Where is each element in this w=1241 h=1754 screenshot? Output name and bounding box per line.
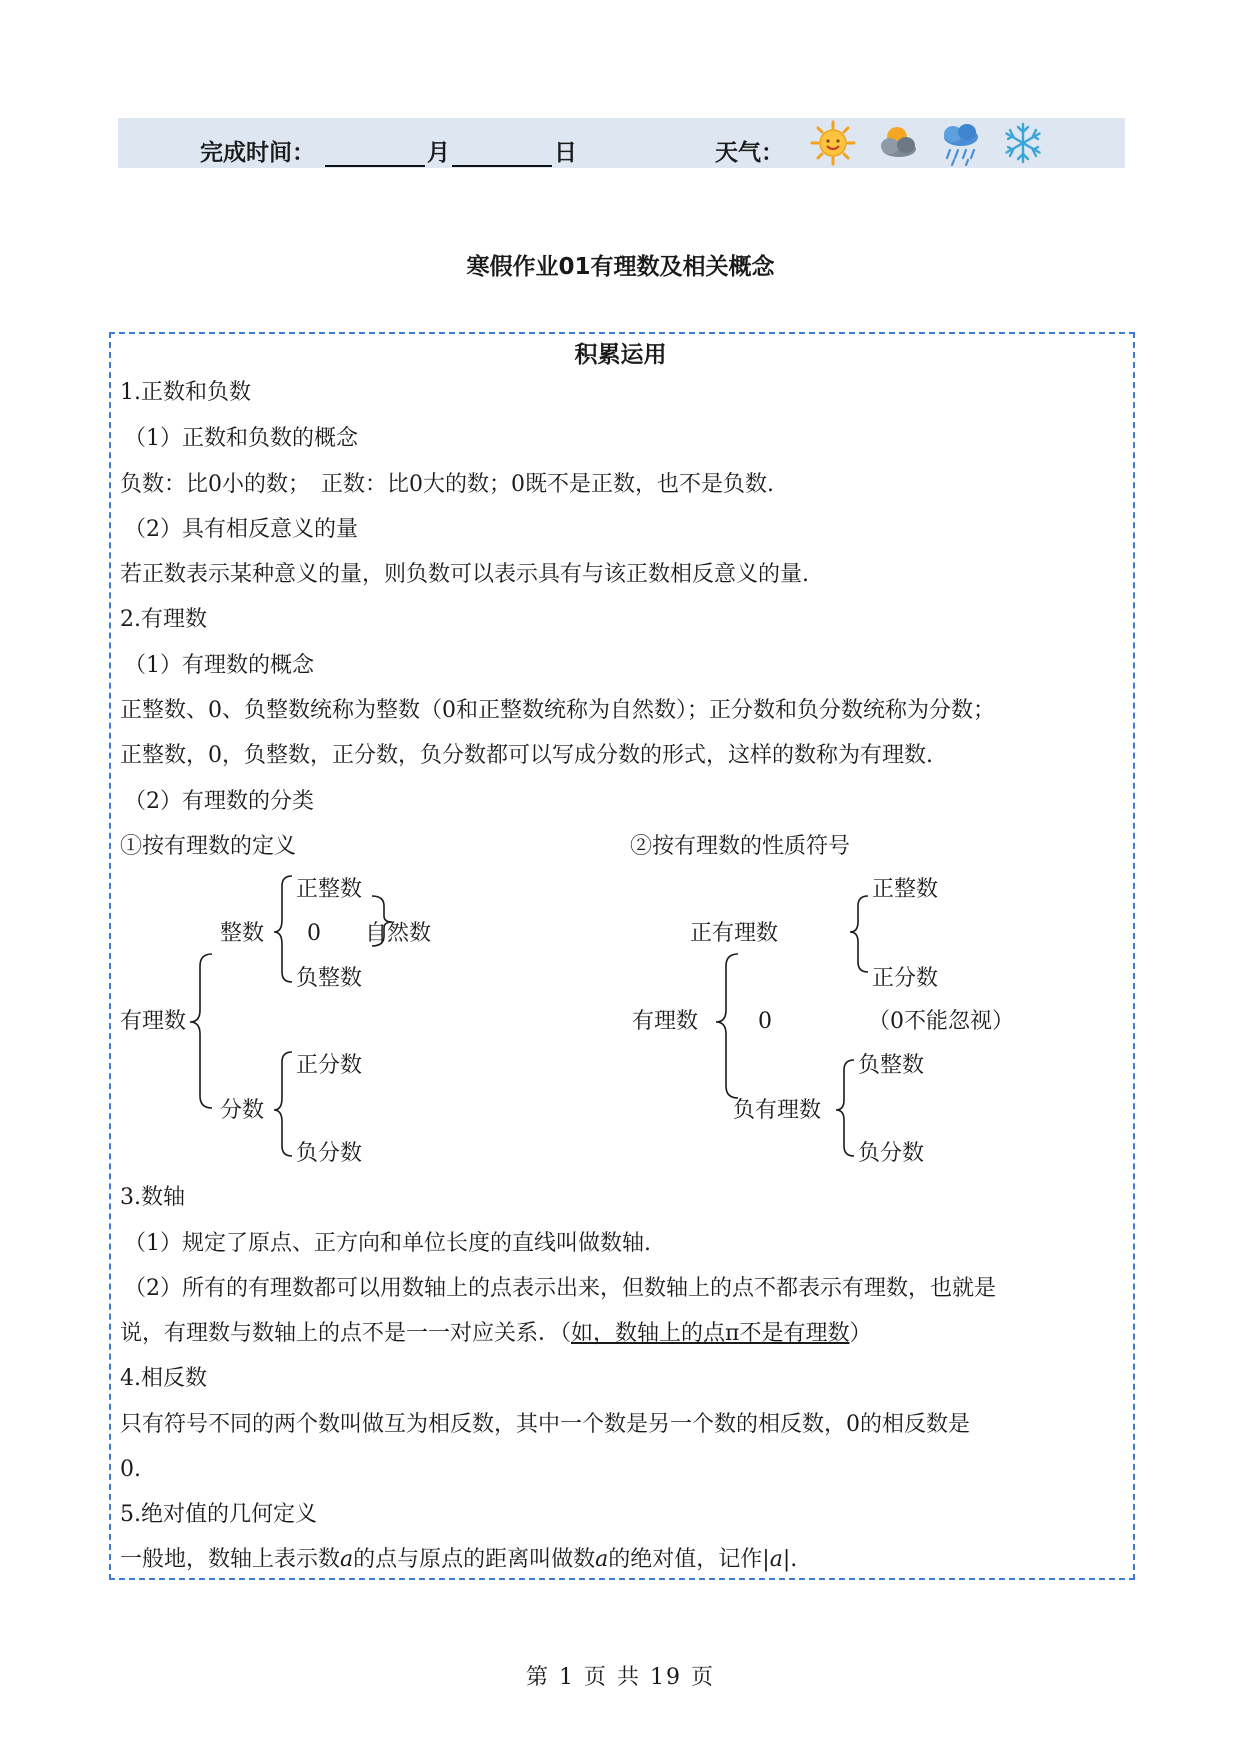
- s3-2-line1: （2）所有的有理数都可以用数轴上的点表示出来，但数轴上的点不都表示有理数，也就是: [124, 1276, 997, 1301]
- right-negative-fraction: 负分数: [858, 1141, 925, 1166]
- s1-2-heading: （2）具有相反意义的量: [124, 517, 358, 542]
- right-positive-fraction: 正分数: [872, 966, 939, 991]
- s5-mid: 的点与原点的距离叫做数: [353, 1547, 596, 1572]
- s2-2-heading: （2）有理数的分类: [124, 789, 314, 814]
- box-title: 积累运用: [574, 342, 667, 368]
- s2-1-body-line1: 正整数、0、负整数统称为整数（0和正整数统称为自然数）；正分数和负分数统称为分数；: [120, 698, 995, 723]
- left-integers: 整数: [220, 921, 265, 946]
- left-negative-integer: 负整数: [296, 966, 363, 991]
- right-zero: 0: [758, 1009, 772, 1034]
- left-natural-numbers: 自然数: [365, 921, 432, 946]
- day-label: 日: [554, 140, 577, 166]
- s2-heading: 2.有理数: [120, 607, 207, 632]
- s5-heading: 5.绝对值的几何定义: [120, 1502, 317, 1527]
- s5-end: |.: [782, 1547, 798, 1572]
- left-negative-fraction: 负分数: [296, 1141, 363, 1166]
- s3-2-example: 如，数轴上的点π不是有理数: [571, 1321, 850, 1346]
- day-blank[interactable]: [452, 165, 552, 167]
- classification-right-caption: ②按有理数的性质符号: [630, 834, 851, 859]
- right-root: 有理数: [632, 1009, 699, 1034]
- s1-1-body: 负数：比0小的数； 正数：比0大的数；0既不是正数，也不是负数.: [120, 472, 774, 497]
- right-positive-rational: 正有理数: [690, 921, 779, 946]
- month-label: 月: [427, 140, 450, 166]
- s1-1-heading: （1）正数和负数的概念: [124, 426, 358, 451]
- left-positive-integer: 正整数: [296, 877, 363, 902]
- right-negative-integer: 负整数: [858, 1053, 925, 1078]
- s1-2-body: 若正数表示某种意义的量，则负数可以表示具有与该正数相反意义的量.: [120, 562, 809, 587]
- sun-icon[interactable]: [810, 120, 856, 166]
- s5-var-a3: a: [769, 1547, 783, 1572]
- s5-body: [120, 1545, 797, 1575]
- partly-cloudy-icon[interactable]: [875, 120, 921, 166]
- s4-line2: 0.: [120, 1457, 141, 1482]
- s3-2-text: 说，有理数与数轴上的点不是一一对应关系．（: [120, 1321, 572, 1346]
- left-fractions: 分数: [220, 1098, 265, 1123]
- left-positive-fraction: 正分数: [296, 1053, 363, 1078]
- completion-time-label: 完成时间：: [200, 140, 315, 166]
- s3-2-line2: [120, 1319, 872, 1349]
- s3-1: （1）规定了原点、正方向和单位长度的直线叫做数轴.: [124, 1231, 651, 1256]
- right-zero-note: （0不能忽视）: [868, 1009, 1014, 1034]
- right-positive-integer: 正整数: [872, 877, 939, 902]
- classification-left-caption: ①按有理数的定义: [120, 834, 297, 859]
- month-blank[interactable]: [325, 165, 425, 167]
- s3-heading: 3.数轴: [120, 1185, 185, 1210]
- right-negative-rational: 负有理数: [733, 1098, 822, 1123]
- left-zero: 0: [307, 921, 321, 946]
- left-root: 有理数: [120, 1009, 187, 1034]
- weather-label: 天气：: [715, 140, 784, 166]
- s5-post: 的绝对值，记作|: [608, 1547, 770, 1572]
- s2-1-body-line2: 正整数，0，负整数，正分数，负分数都可以写成分数的形式，这样的数称为有理数.: [120, 743, 933, 768]
- snowflake-icon[interactable]: [1000, 120, 1046, 166]
- s3-2-close: ）: [849, 1321, 872, 1346]
- s5-var-a1: a: [340, 1547, 354, 1572]
- s4-heading: 4.相反数: [120, 1366, 207, 1391]
- s2-1-heading: （1）有理数的概念: [124, 653, 314, 678]
- page-footer: 第 1 页 共 19 页: [526, 1665, 715, 1690]
- s5-var-a2: a: [595, 1547, 609, 1572]
- s4-line1: 只有符号不同的两个数叫做互为相反数，其中一个数是另一个数的相反数，0的相反数是: [120, 1412, 970, 1437]
- rain-icon[interactable]: [938, 120, 984, 166]
- s5-pre: 一般地，数轴上表示数: [120, 1547, 341, 1572]
- s1-heading: 1.正数和负数: [120, 380, 251, 405]
- document-title: 寒假作业01有理数及相关概念: [466, 254, 775, 280]
